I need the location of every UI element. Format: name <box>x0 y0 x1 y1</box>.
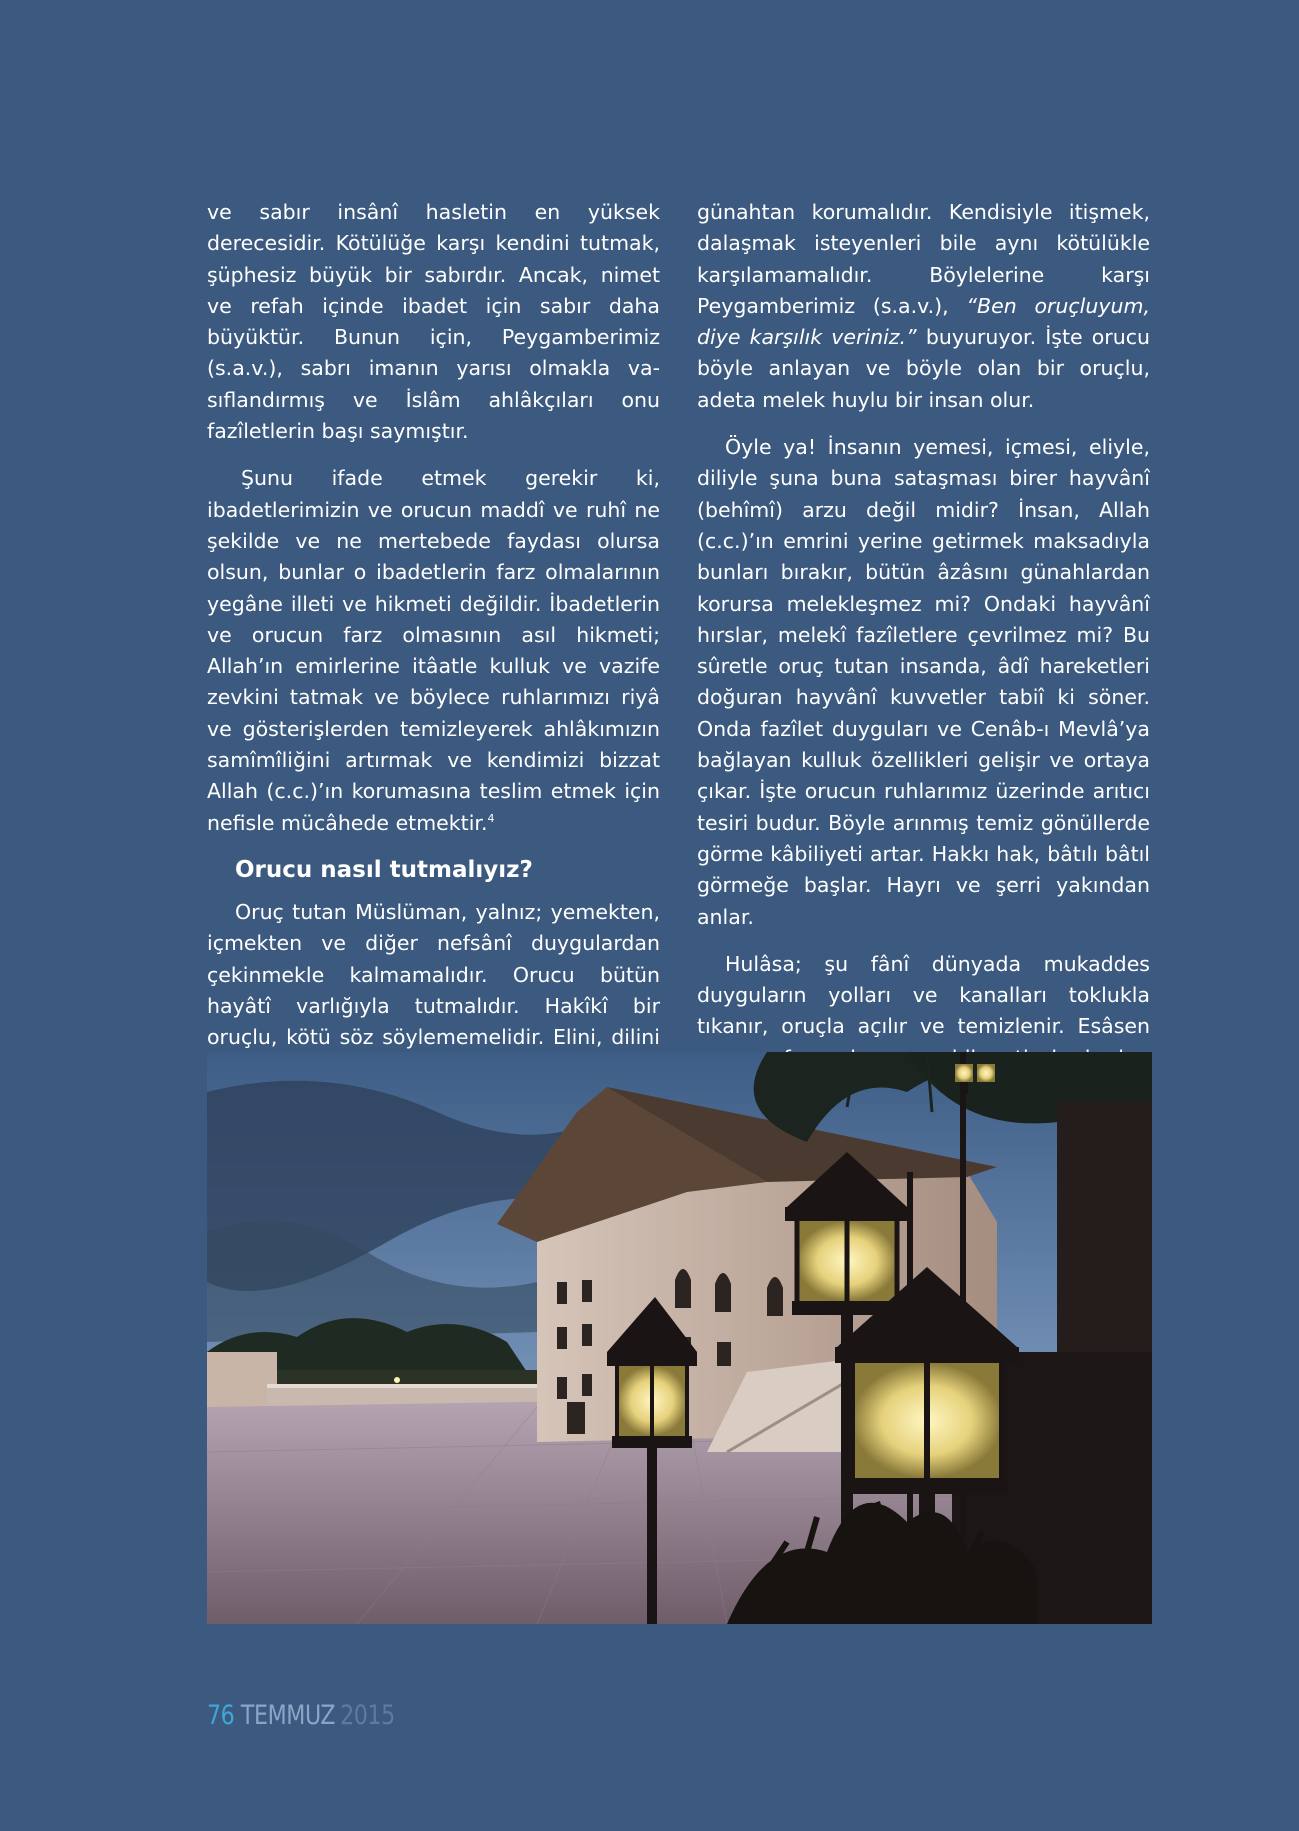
section-heading: Orucu nasıl tutmalıyız? <box>235 856 533 883</box>
footnote-marker: 4 <box>487 811 495 825</box>
issue-month: TEMMUZ <box>240 1700 336 1731</box>
mosque-courtyard-illustration <box>207 1052 1152 1624</box>
paragraph-text: Şunu ifade etmek gerekir ki, ibadetlerimizin ve orucun maddî ve ruhî ne şekilde ve ne mertebede faydası olursa olsun, bunlar o ibadetlerin farz olmalarının yegâne illeti ve hikmeti değildir. İbadetlerin ve orucun farz olmasının asıl hikmeti; Allah’ın emirlerine itâatle kulluk ve vazife zevkini tatmak ve böylece ruhlarımızı riyâ ve gösterişlerden temizleyerek ahlâkımızın samîmîliğini artırmak ve kendimizi bizzat Allah (c.c.)’ın korumasına teslim etmek için nefisle mücâhede etmektir. <box>207 466 660 835</box>
article-column-right <box>697 197 1150 1153</box>
paragraph-text: buyuruyor. İşte orucu böyle anlayan ve böyle olan bir oruçlu, adeta melek huylu bir insan olur. <box>697 325 1150 412</box>
page-number: 76 <box>207 1700 235 1731</box>
paragraph: Öyle ya! İnsanın yemesi, içmesi, eliyle, diliyle şuna buna sataşması birer hayvânî (behîmî) arzu değil midir? İnsan, Allah (c.c.)’ın emrini yerine getirmek maksadıyla bunları bırakır, bütün âzâsını günahlardan korursa melekleşmez mi? Ondaki hayvânî hırslar, melekî fazîletlere çevrilmez mi? Bu sûretle oruç tutan insanda, âdî hareketleri doğuran hayvânî kuvvetler tabiî ki söner. Onda fazîlet duyguları ve Cenâb-ı Mevlâ’ya bağlayan kulluk özellikleri gelişir ve ortaya çıkar. İşte orucun ruhlarımız üzerinde arıtıcı tesiri budur. Böyle arınmış temiz gönüllerde görme kâbiliyeti artar. Hakkı hak, bâtılı bâtıl görmeğe başlar. Hayrı ve şerri yakından anlar. <box>697 435 1150 929</box>
paragraph: Oruç tutan Müslüman, yalnız; yemekten, içmekten ve diğer nefsânî duygulardan çekinmekle kalmamalıdır. Orucu bütün hayâtî varlığıyla tutmalıdır. Hakîkî bir oruçlu, kötü söz söylememelidir. Elini, dilini <box>207 899 660 1050</box>
article-column-left <box>207 197 660 1101</box>
mosque-courtyard-photo <box>207 1052 1152 1624</box>
paragraph <box>697 197 1150 416</box>
paragraph: Hulâsa; şu fânî dünyada mukaddes duyguların yolları ve kanalları toklukla tıkanır, oruçla açılır ve temizlenir. Esâsen <box>697 951 1150 1039</box>
paragraph-text: günahtan korumalıdır. Kendisiyle itişmek, dalaşmak isteyenleri bile aynı kötülükle karşılamamalıdır. Böylelerine karşı Peygamberimiz (s.a.v.), <box>697 200 1150 318</box>
paragraph <box>207 463 660 839</box>
paragraph: ve sabır insânî hasletin en yüksek derecesidir. Kötülüğe karşı kendini tutmak, şüphesiz büyük bir sabırdır. Ancak, nimet ve refah içinde ibadet için sabır daha büyüktür. Bunun için, Peygamberimiz (s.a.v.), sabrı imanın yarısı olmakla vasıflandırmış ve İslâm ahlâkçıları onu fazîletlerin başı saymıştır. <box>207 200 660 444</box>
quote: “Ben oruçluyum, diye karşılık veriniz.” <box>697 293 1150 350</box>
page-footer <box>207 1700 395 1731</box>
issue-year: 2015 <box>340 1700 395 1731</box>
